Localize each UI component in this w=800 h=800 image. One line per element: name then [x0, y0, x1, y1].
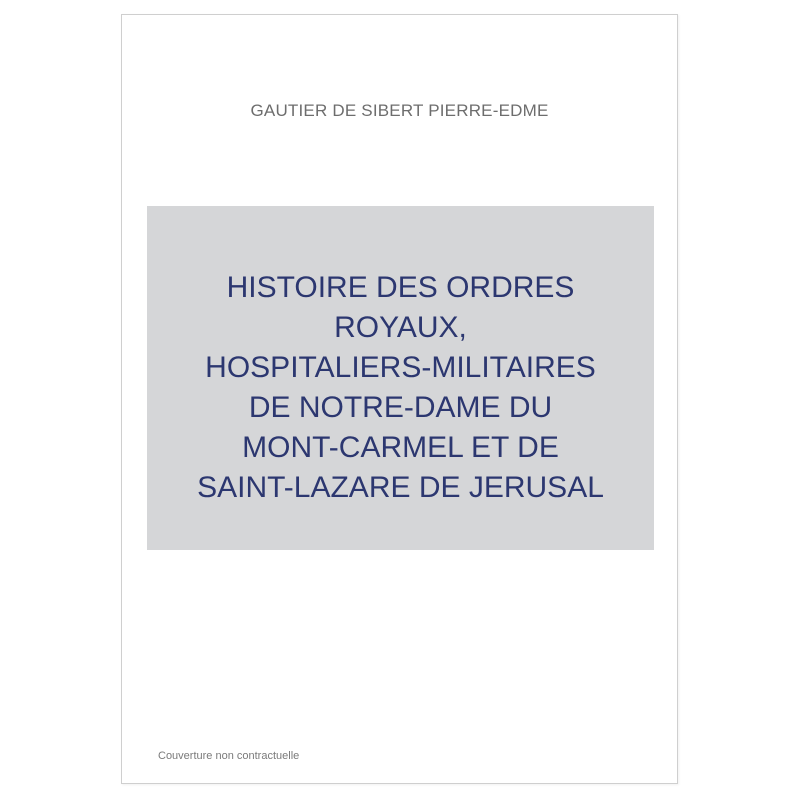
book-cover: [121, 14, 678, 784]
title-panel: [147, 206, 654, 550]
cover-disclaimer: Couverture non contractuelle: [158, 750, 300, 762]
book-author: GAUTIER DE SIBERT PIERRE-EDME: [250, 101, 549, 120]
book-title: HISTOIRE DES ORDRES ROYAUX, HOSPITALIERS-MILITAIRES DE NOTRE-DAME DU MONT-CARMEL ET DE SAINT-LAZARE DE JERUSAL: [197, 271, 604, 504]
